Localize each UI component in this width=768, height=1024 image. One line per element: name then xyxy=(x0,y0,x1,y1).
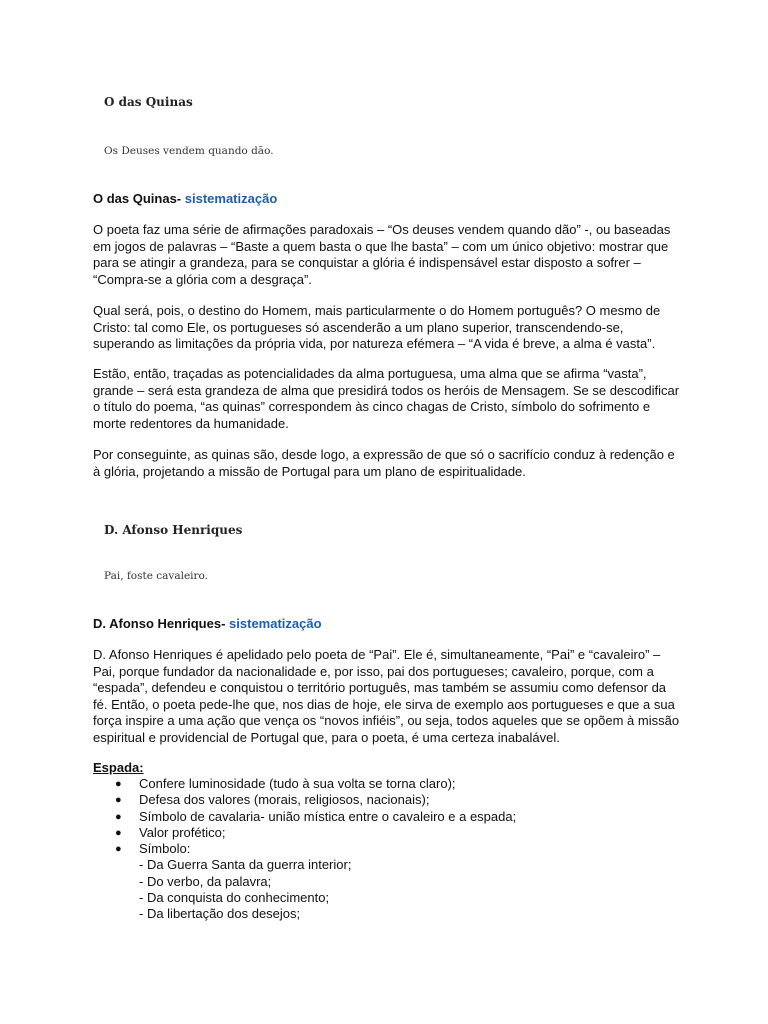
bullet-icon: ● xyxy=(115,810,122,823)
paragraph-line: Por conseguinte, as quinas são, desde logo, a expressão de que só o sacrifício conduz à redenção e xyxy=(93,447,675,462)
list-item xyxy=(93,825,683,841)
poem-verse-o-das-quinas: Os Deuses vendem quando dão. xyxy=(104,145,274,157)
list-item-text: Símbolo: xyxy=(139,841,191,857)
paragraph-line: Cristo: tal como Ele, os portugueses só ascenderão a um plano superior, transcendendo-se, xyxy=(93,319,624,335)
list-item-text: Defesa dos valores (morais, religiosos, nacionais); xyxy=(139,792,430,808)
section-heading-d-afonso-henriques xyxy=(93,616,322,631)
paragraph-line: “Compra-se a glória com a desgraça”. xyxy=(93,271,312,287)
sub-list-item: - Da libertação dos desejos; xyxy=(139,906,301,922)
paragraph-line: fé. Então, o poeta pede-lhe que, nos dias de hoje, ele sirva de exemplo aos portugueses e que a sua xyxy=(93,696,675,712)
paragraph-line: superando as limitações da própria vida, por natureza efémera – “A vida é breve, a alma é vasta”. xyxy=(93,336,656,351)
paragraph-1 xyxy=(93,222,683,288)
paragraph-line: Qual será, pois, o destino do Homem, mais particularmente o do Homem português? O mesmo de xyxy=(93,303,661,318)
paragraph-afonso xyxy=(93,647,683,746)
poem-title-d-afonso-henriques: D. Afonso Henriques xyxy=(104,523,243,537)
sub-list-item: - Da Guerra Santa da guerra interior; xyxy=(139,857,352,873)
paragraph-line: à glória, projetando a missão de Portugal para um plano de espiritualidade. xyxy=(93,463,526,479)
paragraph-line: Pai, porque fundador da nacionalidade e, por isso, pai dos portugueses; cavaleiro, porque, com a xyxy=(93,663,654,679)
paragraph-line: O poeta faz uma série de afirmações paradoxais – “Os deuses vendem quando dão” -, ou baseadas xyxy=(93,222,671,237)
list-item xyxy=(93,776,683,792)
paragraph-line: Estão, então, traçadas as potencialidades da alma portuguesa, uma alma que se afirma “vasta”, xyxy=(93,366,647,381)
list-item-text: Confere luminosidade (tudo à sua volta se torna claro); xyxy=(139,776,456,791)
paragraph-3 xyxy=(93,366,683,432)
bullet-icon: ● xyxy=(115,778,122,790)
list-item xyxy=(93,809,683,825)
sub-list-item: - Da conquista do conhecimento; xyxy=(139,890,330,906)
espada-bullet-list xyxy=(93,776,683,923)
paragraph-line: espiritual e providencial de Portugal que, para o poeta, é uma certeza inabalável. xyxy=(93,729,560,745)
list-item-text: Símbolo de cavalaria- união mística entre o cavaleiro e a espada; xyxy=(139,808,517,824)
section-heading-o-das-quinas xyxy=(93,191,277,206)
bullet-icon: ● xyxy=(115,826,122,839)
symbol-sub-list xyxy=(139,857,683,922)
list-item xyxy=(93,841,683,922)
espada-label: Espada: xyxy=(93,760,144,775)
heading-main-text: O das Quinas- xyxy=(93,191,182,206)
heading-accent-text: sistematização xyxy=(229,616,322,631)
heading-accent-text: sistematização xyxy=(184,191,278,206)
paragraph-line: morte redentores da humanidade. xyxy=(93,415,289,431)
paragraph-line: força inspire a uma ação que vença os “novos infiéis”, ou seja, todos aqueles que se opõem à missão xyxy=(93,713,680,728)
paragraph-line: grande – será esta grandeza de alma que presidirá todos os heróis de Mensagem. Se se descodificar xyxy=(93,382,680,398)
sub-list-item: - Do verbo, da palavra; xyxy=(139,873,272,889)
bullet-icon: ● xyxy=(115,794,122,807)
paragraph-line: o título do poema, “as quinas” correspondem às cinco chagas de Cristo, símbolo do sofrimento e xyxy=(93,399,651,414)
list-item xyxy=(93,792,683,808)
paragraph-line: “espada”, defendeu e conquistou o território português, mas também se assumiu como defensor da xyxy=(93,680,667,695)
paragraph-2 xyxy=(93,303,683,353)
paragraph-4 xyxy=(93,447,683,480)
bullet-icon: ● xyxy=(115,843,122,856)
paragraph-line: D. Afonso Henriques é apelidado pelo poeta de “Pai”. Ele é, simultaneamente, “Pai” e “cavaleiro” – xyxy=(93,647,661,662)
poem-verse-d-afonso-henriques: Pai, foste cavaleiro. xyxy=(104,570,209,582)
list-item-text: Valor profético; xyxy=(139,824,226,840)
heading-main-text: D. Afonso Henriques- xyxy=(93,616,226,631)
poem-title-o-das-quinas: O das Quinas xyxy=(104,95,193,109)
paragraph-line: para se atingir a grandeza, para se conquistar a glória é indispensável estar disposto a sofrer – xyxy=(93,255,641,270)
paragraph-line: em jogos de palavras – “Baste a quem basta o que lhe basta” – com um único objetivo: mostrar que xyxy=(93,238,669,254)
